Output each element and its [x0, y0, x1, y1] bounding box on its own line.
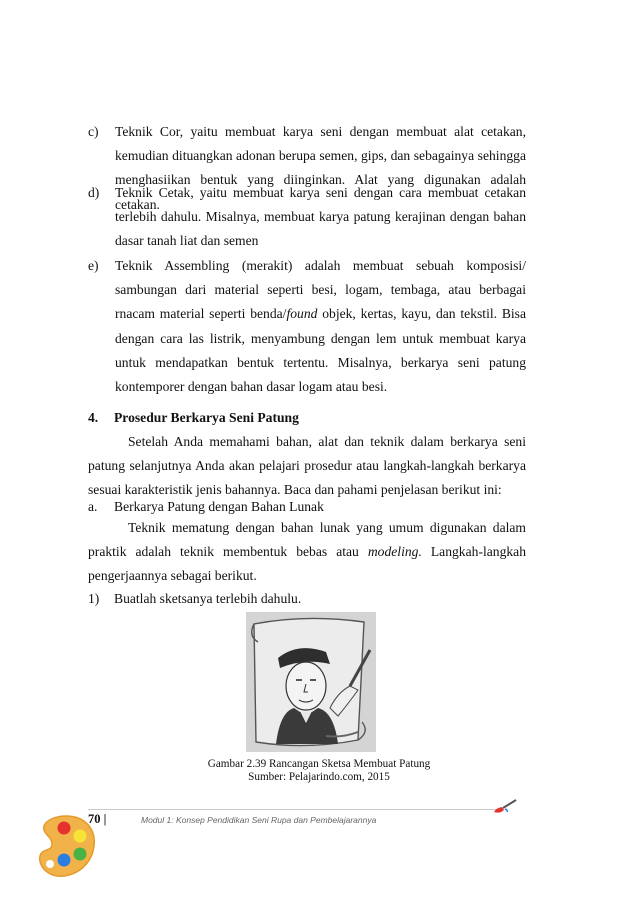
list-item-text: Teknik Cor, yaitu membuat karya seni dengan membuat alat cetakan, kemudian dituangkan adonan berupa semen, gips, dan sebagainya sehingga menghasiikan bentuk yang diinginkan. Alat yang digunakan adalah cetakan.: [115, 124, 526, 212]
paragraph-text: Setelah Anda memahami bahan, alat dan teknik dalam berkarya seni patung selanjutnya Anda akan pelajari prosedur atau langkah-langkah berkarya sesuai karakteristik jenis bahannya. Baca dan pahami penjelasan berikut ini:: [88, 434, 526, 498]
italic-term: found: [286, 306, 318, 322]
text-run: Teknik mematung dengan bahan lunak yang umum digunakan dalam praktik adalah teknik membentuk bebas atau: [88, 520, 526, 560]
sketch-figure-image: [246, 612, 376, 752]
list-item-d: [88, 181, 526, 254]
list-item-text: Teknik Cetak, yaitu membuat karya seni dengan cara membuat cetakan terlebih dahulu. Misalnya, membuat karya patung kerajinan dengan bahan dasar tanah liat dan semen: [115, 185, 526, 249]
step-text: Buatlah sketsanya terlebih dahulu.: [114, 591, 302, 606]
list-marker: c): [88, 124, 99, 139]
step-marker: 1): [88, 591, 100, 606]
list-item-text: [115, 254, 526, 399]
sub-paragraph: [88, 516, 526, 589]
section-heading: [88, 408, 299, 428]
subsection-heading: [88, 497, 324, 517]
text-run: objek, kertas, kayu, dan tekstil. Bisa dengan cara las listrik, menyambung dengan lem untuk membuat karya untuk mendapatkan bentuk tertentu. Misalnya, berkarya seni patung kontemporer dengan bahan dasar logam atau besi.: [115, 306, 527, 395]
intro-paragraph: [88, 430, 526, 503]
figure-source: Sumber: Pelajarindo.com, 2015: [248, 771, 390, 783]
italic-term: modeling.: [367, 544, 422, 560]
section-title: Prosedur Berkarya Seni Patung: [114, 410, 299, 425]
section-number: 4.: [88, 410, 99, 425]
subsection-title: Berkarya Patung dengan Bahan Lunak: [114, 499, 324, 514]
step-item: [88, 589, 301, 609]
list-marker: e): [88, 258, 99, 273]
list-item-e: [88, 254, 526, 399]
subsection-marker: a.: [88, 499, 98, 514]
text-run: Teknik Assembling (merakit) adalah membuat sebuah komposisi/ sambungan dari material seperti besi, logam, tembaga, atau berbagai rnacam material seperti benda/: [115, 258, 526, 322]
paintbrush-icon: [492, 798, 518, 816]
footer-divider: [88, 809, 498, 810]
figure-caption: Gambar 2.39 Rancangan Sketsa Membuat Patung: [207, 758, 431, 770]
list-marker: d): [88, 185, 100, 200]
module-title: Modul 1: Konsep Pendidikan Seni Rupa dan Pembelajarannya: [141, 815, 377, 825]
page-number: 70 |: [88, 812, 107, 826]
text-run: Langkah-langkah pengerjaannya sebagai berikut.: [88, 544, 526, 584]
